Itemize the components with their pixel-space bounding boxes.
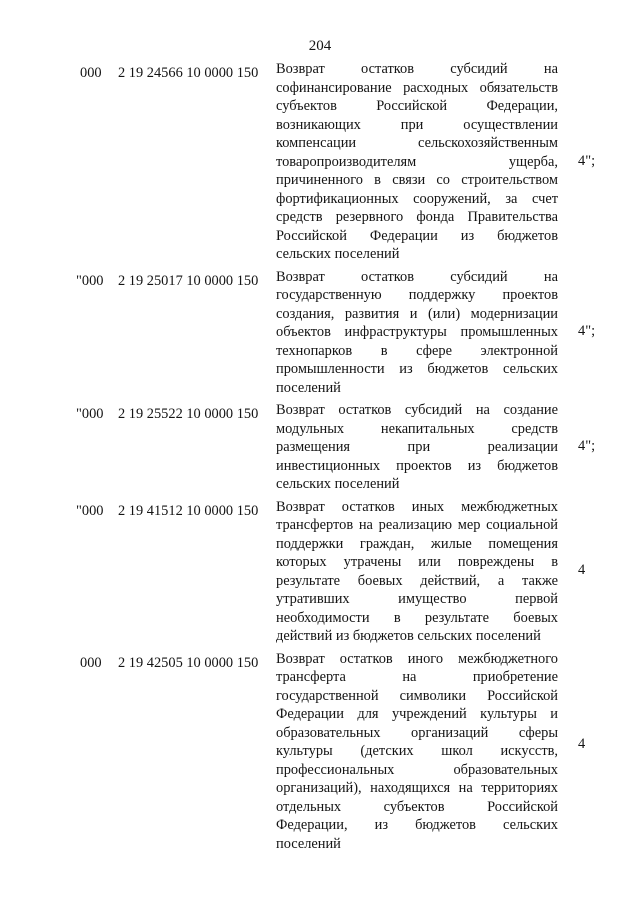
description-line: возникающих при осуществлении bbox=[276, 116, 558, 133]
description-line: государственную поддержку проектов bbox=[276, 287, 558, 303]
row-trailing-mark: 4"; bbox=[578, 438, 596, 454]
row-description bbox=[276, 268, 558, 398]
row-trailing-mark: 4"; bbox=[578, 323, 596, 339]
budget-classification-code: 2 19 41512 10 0000 150 bbox=[118, 502, 259, 519]
description-line: отдельных субъектов Российской bbox=[276, 798, 558, 815]
row-trailing-mark: 4 bbox=[578, 736, 586, 753]
budget-classification-code: 2 19 25017 10 0000 150 bbox=[118, 272, 259, 289]
description-line: Возврат остатков субсидий на bbox=[276, 268, 558, 285]
page-number: 204 bbox=[308, 38, 332, 54]
description-line: результате боевых действий, а также bbox=[276, 572, 558, 589]
description-line: создания, развития и (или) модернизации bbox=[276, 305, 558, 322]
description-line: сельских поселений bbox=[276, 246, 400, 262]
description-line: компенсации сельскохозяйственным bbox=[276, 135, 558, 151]
description-line: субъектов Российской Федерации, bbox=[276, 98, 558, 114]
description-line: объектов инфраструктуры промышленных bbox=[276, 324, 558, 340]
row-description bbox=[276, 401, 558, 494]
description-line: Возврат остатков субсидий на bbox=[276, 61, 558, 77]
row-description bbox=[276, 60, 558, 264]
row-description bbox=[276, 650, 558, 854]
description-line: трансферта на приобретение bbox=[276, 669, 558, 685]
row-prefix: "000 bbox=[76, 502, 104, 519]
budget-classification-code: 2 19 24566 10 0000 150 bbox=[118, 65, 259, 81]
description-line: средств резервного фонда Правительства bbox=[276, 209, 558, 225]
description-line: профессиональных образовательных bbox=[276, 761, 558, 778]
row-prefix: 000 bbox=[80, 65, 102, 81]
description-line: Российской Федерации из бюджетов bbox=[276, 227, 558, 244]
description-line: сельских поселений bbox=[276, 476, 400, 492]
description-line: поддержки граждан, жилые помещения bbox=[276, 535, 558, 552]
description-line: Федерации для учреждений культуры и bbox=[276, 706, 558, 722]
row-prefix: "000 bbox=[76, 406, 104, 422]
description-line: технопарков в сфере электронной bbox=[276, 342, 558, 359]
description-line: модульных некапитальных средств bbox=[276, 420, 558, 437]
description-line: утративших имущество первой bbox=[276, 591, 558, 607]
description-line: причиненного в связи со строительством bbox=[276, 172, 558, 188]
row-trailing-mark: 4"; bbox=[578, 152, 596, 169]
description-line: поселений bbox=[276, 379, 341, 396]
description-line: государственной символики Российской bbox=[276, 687, 558, 704]
description-line: софинансирование расходных обязательств bbox=[276, 79, 558, 96]
table-row bbox=[0, 650, 640, 854]
row-prefix: 000 bbox=[80, 654, 102, 671]
description-line: Возврат остатков субсидий на создание bbox=[276, 402, 558, 418]
row-trailing-mark: 4 bbox=[578, 562, 586, 579]
description-line: необходимости в результате боевых bbox=[276, 609, 558, 626]
budget-code-table bbox=[0, 60, 640, 857]
description-line: образовательных организаций сферы bbox=[276, 724, 558, 741]
description-line: действий из бюджетов сельских поселений bbox=[276, 628, 541, 644]
description-line: Федерации, из бюджетов сельских bbox=[276, 817, 558, 833]
description-line: Возврат остатков иных межбюджетных bbox=[276, 498, 558, 515]
description-line: размещения при реализации bbox=[276, 439, 558, 455]
row-description bbox=[276, 498, 558, 646]
description-line: поселений bbox=[276, 835, 341, 852]
table-row bbox=[0, 60, 640, 264]
description-line: Возврат остатков иного межбюджетного bbox=[276, 650, 558, 667]
table-row bbox=[0, 268, 640, 398]
row-prefix: "000 bbox=[76, 272, 104, 289]
description-line: которых утрачены или повреждены в bbox=[276, 554, 558, 570]
table-row bbox=[0, 401, 640, 494]
description-line: товаропроизводителям ущерба, bbox=[276, 153, 558, 170]
description-line: культуры (детских школ искусств, bbox=[276, 743, 558, 759]
description-line: фортификационных сооружений, за счет bbox=[276, 190, 558, 207]
description-line: промышленности из бюджетов сельских bbox=[276, 361, 558, 377]
description-line: организаций), находящихся на территориях bbox=[276, 780, 558, 796]
budget-classification-code: 2 19 42505 10 0000 150 bbox=[118, 654, 259, 671]
description-line: инвестиционных проектов из бюджетов bbox=[276, 457, 558, 474]
description-line: трансфертов на реализацию мер социальной bbox=[276, 517, 558, 533]
budget-classification-code: 2 19 25522 10 0000 150 bbox=[118, 406, 259, 422]
table-row bbox=[0, 498, 640, 646]
